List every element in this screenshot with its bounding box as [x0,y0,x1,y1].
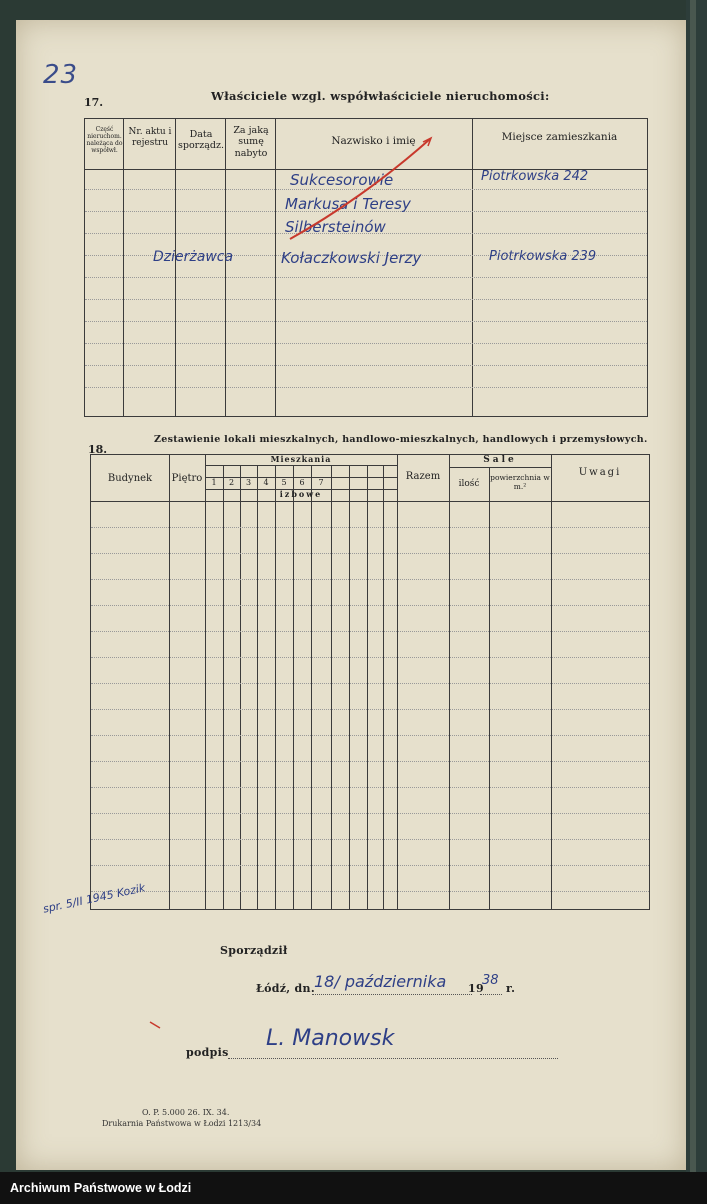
print-code-1: O. P. 5.000 26. IX. 34. [142,1108,230,1117]
col-header-share: Część nieruchom. należąca do współwł. [86,126,123,154]
col-header-amount: Za jaką sumę nabyto [233,125,269,159]
tenant-name: Kołaczkowski Jerzy [281,249,422,267]
signature: L. Manowsk [266,1026,395,1051]
col-header-quantity: ilość [458,479,480,489]
signature-label: podpis [186,1046,229,1059]
room-count-3: 3 [245,478,252,487]
book-spine [686,0,707,1172]
section-17-number: 17. [84,96,104,109]
col-header-name: Nazwisko i imię [331,135,416,147]
tenant-role: Dzierżawca [153,249,234,265]
col-header-area: powierzchnia w m.² [490,473,550,491]
col-header-residence: Miejsce zamieszkania [501,131,618,143]
tenant-address: Piotrkowska 239 [489,249,597,264]
page-number: 23 [43,60,79,90]
col-header-building: Budynek [107,473,153,484]
room-count-6: 6 [299,478,305,487]
owner-name-line-3: Silbersteinów [285,218,386,236]
room-count-4: 4 [263,478,269,487]
section-17-title: Właściciele wzgl. współwłaściciele nieruchomości: [211,89,550,103]
date-line [312,994,472,995]
room-count-2: 2 [228,478,235,487]
place-label: Łódź, dn. [256,982,315,995]
owner-address-1: Piotrkowska 242 [481,169,589,184]
document-page [16,20,686,1170]
margin-note: spr. 5/II 1945 Kozik [41,881,147,916]
room-count-5: 5 [281,478,287,487]
col-header-act-number: Nr. aktu i rejestru [128,127,172,148]
owner-name-line-1: Sukcesorowie [290,171,394,189]
year-line [480,994,502,995]
archive-label: Archiwum Państwowe w Łodzi [10,1181,192,1195]
red-tick-mark [148,1020,162,1030]
prepared-by-label: Sporządził [220,944,288,957]
col-header-total: Razem [405,471,441,482]
col-header-remarks: Uwagi [578,467,622,478]
print-code-2: Drukarnia Państwowa w Łodzi 1213/34 [102,1119,262,1128]
red-strike-mark [285,134,435,244]
section-18-number: 18. [88,443,108,456]
archive-footer [0,1172,707,1204]
signature-line [228,1058,558,1059]
col-header-floor: Piętro [171,473,203,484]
owner-name-line-2: Markusa i Teresy [285,195,411,213]
col-header-rooms: izbowe [279,489,323,499]
section-18-title: Zestawienie lokali mieszkalnych, handlowo-mieszkalnych, handlowych i przemysłowych. [154,434,648,445]
col-header-halls: Sale [483,455,517,465]
room-count-7: 7 [318,478,324,487]
year-prefix: 19 [468,982,484,995]
premises-table [90,454,650,910]
date-day-month: 18/ października [314,972,447,991]
col-header-apartments: Mieszkania [270,454,332,464]
year-suffix: 38 [482,973,499,988]
owners-table [84,118,648,417]
col-header-date: Data sporządz. [178,129,224,152]
room-count-1: 1 [211,478,217,487]
year-end: r. [506,982,516,995]
